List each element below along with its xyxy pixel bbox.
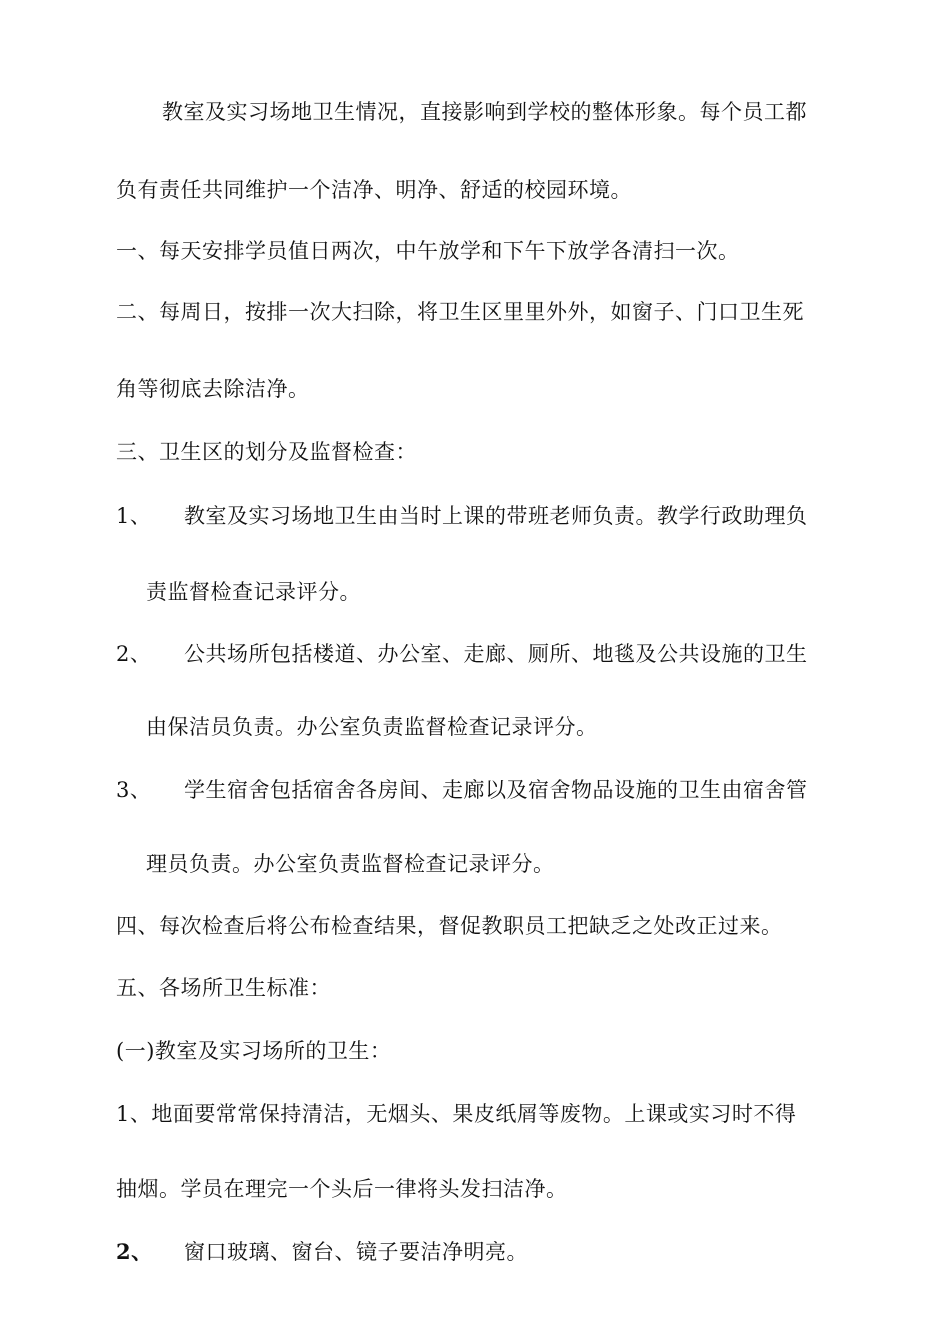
item-4: 四、每次检查后将公布检查结果，督促教职员工把缺乏之处改正过来。 bbox=[116, 914, 783, 938]
sub-item-1-text: 教室及实习场地卫生由当时上课的带班老师负责。教学行政助理负 bbox=[184, 504, 808, 528]
item-2-line-2: 角等彻底去除洁净。 bbox=[116, 377, 310, 401]
sub-item-1-line-1 bbox=[116, 502, 808, 530]
sub-item-2-line-2: 由保洁员负责。办公室负责监督检查记录评分。 bbox=[146, 715, 598, 739]
sub-item-1-number: 1、 bbox=[116, 504, 152, 528]
sub-item-3-text: 学生宿舍包括宿舍各房间、走廊以及宿舍物品设施的卫生由宿舍管 bbox=[184, 778, 808, 802]
item-1: 一、每天安排学员值日两次，中午放学和下午下放学各清扫一次。 bbox=[116, 239, 740, 263]
item-3-heading: 三、卫生区的划分及监督检查： bbox=[116, 440, 417, 464]
section-1-heading: (一)教室及实习场所的卫生： bbox=[116, 1039, 392, 1063]
intro-line-1: 教室及实习场地卫生情况，直接影响到学校的整体形象。每个员工都 bbox=[162, 100, 807, 124]
rule-2-number: 2、 bbox=[116, 1239, 153, 1264]
sub-item-1-line-2: 责监督检查记录评分。 bbox=[146, 580, 361, 604]
rule-2-text: 窗口玻璃、窗台、镜子要洁净明亮。 bbox=[184, 1240, 528, 1264]
sub-item-3-line-2: 理员负责。办公室负责监督检查记录评分。 bbox=[146, 852, 555, 876]
item-5-heading: 五、各场所卫生标准： bbox=[116, 976, 331, 1000]
intro-line-2: 负有责任共同维护一个洁净、明净、舒适的校园环境。 bbox=[116, 178, 632, 202]
rule-1-line-2: 抽烟。学员在理完一个头后一律将头发扫洁净。 bbox=[116, 1177, 568, 1201]
sub-item-2-line-1 bbox=[116, 640, 808, 668]
rule-1-line-1: 1、地面要常常保持清洁，无烟头、果皮纸屑等废物。上课或实习时不得 bbox=[116, 1102, 797, 1126]
sub-item-3-line-1 bbox=[116, 776, 808, 804]
sub-item-2-number: 2、 bbox=[116, 642, 152, 666]
sub-item-2-text: 公共场所包括楼道、办公室、走廊、厕所、地毯及公共设施的卫生 bbox=[184, 642, 808, 666]
item-2-line-1: 二、每周日，按排一次大扫除，将卫生区里里外外，如窗子、门口卫生死 bbox=[116, 300, 804, 324]
rule-2 bbox=[116, 1238, 528, 1266]
sub-item-3-number: 3、 bbox=[116, 778, 152, 802]
